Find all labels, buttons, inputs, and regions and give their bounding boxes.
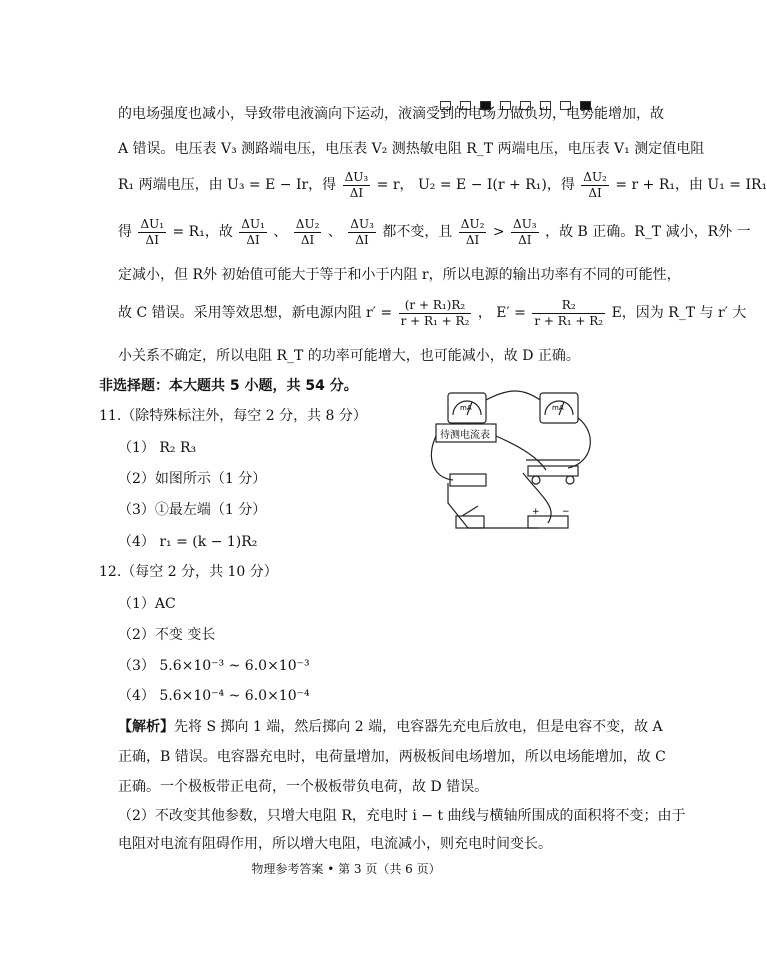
- resistor-box: [450, 474, 486, 486]
- meter-label: mA: [460, 404, 472, 412]
- q12-answer-2: （2）不变 变长: [118, 627, 216, 643]
- frac-den: ΔI: [588, 185, 602, 200]
- text-seg: 都不变，且: [382, 224, 453, 240]
- frac-num: (r + R₁)R₂: [399, 298, 472, 314]
- frac-den: ΔI: [465, 232, 480, 247]
- frac-num: ΔU₃: [344, 169, 369, 184]
- frac-num: ΔU₃: [513, 216, 537, 231]
- frac-num: ΔU₂: [295, 216, 320, 231]
- fraction: [581, 170, 609, 201]
- para-line-5: 定减小，但 R外 初始值可能大于等于和小于内阻 r，所以电源的输出功率有不同的可能性，: [118, 267, 681, 283]
- analysis-line-2: 正确，B 错误。电容器充电时，电荷量增加，两极板间电场增加，所以电场能增加，故 C: [118, 749, 666, 765]
- analysis-line-4: （2）不改变其他参数，只增大电阻 R，充电时 i − t 曲线与横轴所围成的面积将不变；由于: [118, 808, 686, 824]
- frac-den: ΔI: [300, 232, 315, 247]
- text-seg: = R₁，故: [172, 224, 233, 240]
- q12-answer-1: （1）AC: [118, 596, 176, 612]
- text-seg: 、: [273, 224, 288, 240]
- text-seg: 故 C 错误。采用等效思想，新电源内阻 r′ =: [118, 305, 393, 321]
- fraction: [138, 217, 166, 248]
- fraction: [343, 170, 371, 201]
- frac-den: r + R₁ + R₂: [400, 313, 470, 328]
- dut-label: 待测电流表: [440, 430, 490, 441]
- text-seg: = r + R₁，由 U₁ = IR₁: [615, 177, 767, 193]
- circuit-diagram: [428, 388, 598, 538]
- para-line-3: [118, 168, 767, 202]
- frac-num: ΔU₁: [140, 216, 165, 231]
- q12-answer-3: （3） 5.6×10⁻³ ~ 6.0×10⁻³: [118, 658, 310, 674]
- meter-label-2: mA: [552, 404, 564, 412]
- frac-num: ΔU₁: [241, 216, 265, 231]
- q11-answer-2: （2）如图所示（1 分）: [118, 471, 267, 487]
- q11-answer-3: （3）①最左端（1 分）: [118, 502, 267, 518]
- fraction: [239, 217, 267, 248]
- analysis-label: 【解析】: [118, 719, 174, 735]
- text-seg: = r， U₂ = E − I(r + R₁)，得: [376, 177, 575, 193]
- para-line-2: A 错误。电压表 V₃ 测路端电压，电压表 V₂ 测热敏电阻 R_T 两端电压，电压表 V₁ 测定值电阻: [118, 141, 705, 157]
- q12-heading: 12.（每空 2 分，共 10 分）: [99, 564, 278, 580]
- battery-minus: −: [562, 507, 570, 517]
- para-line-1: 的电场强度也减小，导致带电液滴向下运动，液滴受到的电场力做负功，电势能增加，故: [118, 106, 664, 122]
- fraction: [532, 298, 605, 329]
- frac-den: ΔI: [349, 185, 364, 200]
- frac-den: ΔI: [518, 232, 532, 247]
- frac-den: ΔI: [145, 232, 159, 247]
- frac-den: ΔI: [355, 232, 369, 247]
- fraction: [399, 298, 472, 329]
- frac-num: ΔU₃: [350, 216, 374, 231]
- text-seg: 、: [327, 224, 342, 240]
- fraction: [294, 217, 322, 248]
- text-seg: ， E′ =: [477, 305, 526, 321]
- frac-num: R₂: [532, 298, 605, 314]
- battery-plus: +: [532, 507, 540, 517]
- q11-answer-1: （1） R₂ R₃: [118, 440, 197, 456]
- text-seg: 得: [118, 224, 132, 240]
- para-line-6: [118, 296, 746, 330]
- analysis-line-5: 电阻对电流有阻碍作用，所以增大电阻，电流减小，则充电时间变长。: [118, 836, 552, 852]
- fraction: [511, 217, 539, 248]
- text-seg: 先将 S 掷向 1 端，然后掷向 2 端，电容器先充电后放电，但是电容不变，故 A: [174, 719, 663, 735]
- para-line-4: [118, 215, 751, 249]
- q11-heading: 11.（除特殊标注外，每空 2 分，共 8 分）: [99, 408, 367, 424]
- section-heading: 非选择题：本大题共 5 小题，共 54 分。: [99, 378, 358, 394]
- q11-answer-4: （4） r₁ = (k − 1)R₂: [118, 534, 258, 550]
- frac-den: ΔI: [246, 232, 260, 247]
- text-seg: R₁ 两端电压，由 U₃ = E − Ir，得: [118, 177, 337, 193]
- text-seg: E，因为 R_T 与 r′ 大: [611, 305, 747, 321]
- analysis-line-1: [118, 717, 663, 737]
- analysis-line-3: 正确。一个极板带正电荷，一个极板带负电荷，故 D 错误。: [118, 779, 489, 795]
- frac-num: ΔU₂: [460, 216, 485, 231]
- fraction: [459, 217, 487, 248]
- q12-answer-4: （4） 5.6×10⁻⁴ ~ 6.0×10⁻⁴: [118, 688, 310, 704]
- frac-den: r + R₁ + R₂: [534, 313, 604, 328]
- text-seg: ，故 B 正确。R_T 减小，R外 一: [545, 224, 751, 240]
- text-seg: >: [492, 224, 505, 240]
- frac-num: ΔU₂: [583, 169, 607, 184]
- page-footer: 物理参考答案 • 第 3 页（共 6 页）: [251, 862, 441, 876]
- para-line-7: 小关系不确定，所以电阻 R_T 的功率可能增大，也可能减小，故 D 正确。: [118, 348, 580, 364]
- fraction: [348, 217, 376, 248]
